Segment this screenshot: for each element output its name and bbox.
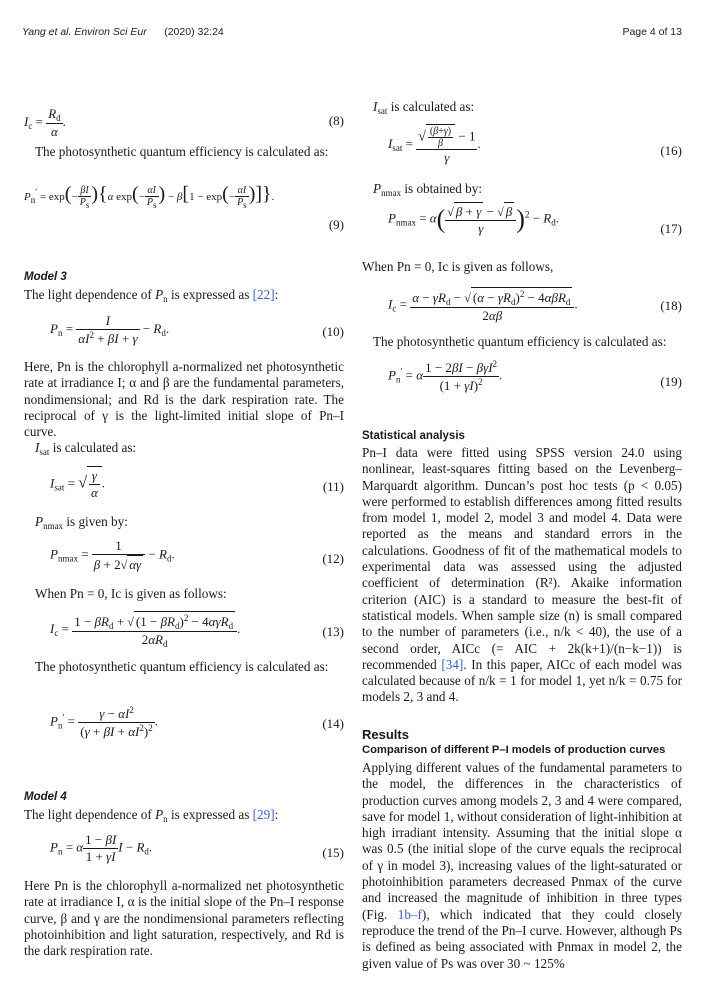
paragraph: $P_{nmax}$ is given by: [35, 514, 128, 531]
section-heading-statistical-analysis: Statistical analysis [362, 430, 465, 442]
equation-number: (9) [328, 217, 344, 232]
equation-19: $P_n' = \alpha$ $\frac{1 - 2\beta I - \beta\gamma I^2}{(1 + \gamma I)^2}$ . [388, 359, 503, 393]
equation-number: (14) [322, 716, 344, 731]
equation-number: (8) [328, 113, 344, 128]
paragraph: $I_{sat}$ is calculated as: [373, 99, 475, 116]
equation-18: $I_c$ = $\frac{\alpha - \gamma R_d - √ (\alpha - \gamma R_d)^2 - 4\alpha\beta R_d}{2\alpha\beta}$ . [388, 289, 578, 323]
page-number: Page 4 of 13 [622, 26, 682, 38]
paragraph: The photosynthetic quantum efficiency is calculated as: [35, 659, 329, 674]
equation-10: $P_n$ = $\frac{I}{\alpha I^2 + \beta I + \gamma}$ − $R_d$. [50, 313, 170, 346]
paragraph: $P_{nmax}$ is obtained by: [373, 181, 483, 198]
citation-link[interactable]: [29] [252, 807, 275, 822]
equation-16: $I_{sat}$ = √ $\frac{(\beta+\gamma)}{\beta}$ − 1 γ . [388, 126, 481, 165]
paragraph: When Pn = 0, Ic is given as follows: [35, 586, 227, 601]
equation-8: $I_c$ = $\frac{R_d}{\alpha}$ . [24, 106, 66, 139]
subsection-heading: Comparison of different P–I models of production curves [362, 744, 666, 756]
citation-link[interactable]: [34] [441, 656, 464, 672]
equation-number: (17) [660, 221, 682, 236]
equation-11: $I_{sat}$ = √ $\frac{\gamma}{\alpha}$ . [50, 468, 106, 500]
equation-17: $P_{nmax} = \alpha$( $\frac{√ \beta + \gamma - √ \beta}{\gamma}$ )$^2 - R_d$. [388, 204, 559, 236]
paragraph: When Pn = 0, Ic is given as follows, [362, 259, 554, 274]
paragraph: The photosynthetic quantum efficiency is calculated as: [35, 144, 329, 159]
paragraph: The light dependence of $P_n$ is expressed as [22]: [24, 287, 279, 304]
paragraph: $I_{sat}$ is calculated as: [35, 440, 137, 457]
equation-9: $P_n' = \exp(-$ $\frac{\beta I}{P_s}$ ){α exp(− $\frac{\alpha I}{P_s}$ ) − β[1 − exp(− $\frac{\alpha I}{P_s}$ )]}. [24, 183, 275, 210]
equation-number: (13) [322, 624, 344, 639]
paragraph: Here Pn is the chlorophyll a-normalized net photosynthetic rate at irradiance I, α is the initial slope of the Pn–I response curve, β and γ are the nondimensional parameters reflecting photoinhibition and light saturation, respectively, and Rd is the dark respiration rate. [24, 878, 344, 959]
paragraph: Pn–I data were fitted using SPSS version 24.0 using nonlinear, least-squares fitting based on the Levenberg–Marquardt algorithm. Duncan’s post hoc tests (p < 0.05) were performed to establish differences among fitted results from model 1, model 2, model 3 and model 4. Data were reported as the means and standard errors in the calculations. Goodness of fit of the mathematical models to experimental data was assessed using the adjusted coefficient of determination (R²). Akaike information criterion (AIC) is a standard to measure the best-fit of statistical models. When sample size (n) is small compared to the number of parameters (i.e., n/k < 40), the use of a second order, AICc (= AIC + 2k(k+1)/(n−k−1)) is recommended [34]. In this paper, AICc of each model was calculated because of n/k = 1 for model 1, yet n/k = 0.75 for models 2, 3 and 4. [362, 445, 682, 705]
equation-number: (16) [660, 143, 682, 158]
equation-number: (19) [660, 374, 682, 389]
section-heading-results: Results [362, 727, 409, 742]
section-heading-model-4: Model 4 [24, 791, 67, 803]
equation-number: (12) [322, 551, 344, 566]
paragraph: Applying different values of the fundamental parameters to the model, the differences in the characteristics of production curves among models 2, 3 and 4 were compared, save for model 1, without consideration of light-inhibition at high irradiant intensity. Assuming that the initial slope α was 0.5 (the initial slope of the curve equals the reciprocal of γ in model 3), increasing values of the light-saturated or photoinhibition parameters decreased Pnmax of the curve and increased the magnitude of inhibition in three types (Fig. 1b–f), which indicated that they could closely reproduce the trend of the Pn–I curve. However, although Ps is defined as being associated with Pnmax in model 2, the given value of Ps was over 30 ~ 125% [362, 760, 682, 971]
section-heading-model-3: Model 3 [24, 271, 67, 283]
paragraph: The light dependence of $P_n$ is expressed as [29]: [24, 807, 279, 824]
paragraph: The photosynthetic quantum efficiency is calculated as: [373, 334, 667, 349]
equation-12: $P_{nmax}$ = $\frac{1}{\beta + 2√ \alpha\gamma}$ − $R_d$. [50, 538, 175, 572]
equation-13: $I_c$ = $\frac{1 - \beta R_d + √ (1 - \beta R_d)^2 - 4\alpha\gamma R_d}{2\alpha R_d}$ . [50, 613, 241, 649]
equation-number: (18) [660, 298, 682, 313]
equation-number: (11) [322, 479, 344, 494]
equation-number: (15) [322, 845, 344, 860]
running-header-citation: Yang et al. Environ Sci Eur (2020) 32:24 [22, 26, 224, 38]
paragraph: Here, Pn is the chlorophyll a-normalized net photosynthetic rate at irradiance I; α and β are the fundamental parameters, nondimensional; and Rd is the dark respiration rate. The reciprocal of γ is the light-limited initial slope of Pn–I curve. [24, 359, 344, 440]
figure-link[interactable]: 1b–f [397, 906, 422, 922]
equation-15: $P_n = \alpha$ $\frac{1 - \beta I}{1 + \gamma I}$ $I - R_d$. [50, 832, 153, 864]
citation-link[interactable]: [22] [252, 287, 275, 302]
equation-number: (10) [322, 324, 344, 339]
equation-14: $P_n'$ = $\frac{\gamma - \alpha I^2}{(\gamma + \beta I + \alpha I^2)^2}$ . [50, 705, 158, 739]
